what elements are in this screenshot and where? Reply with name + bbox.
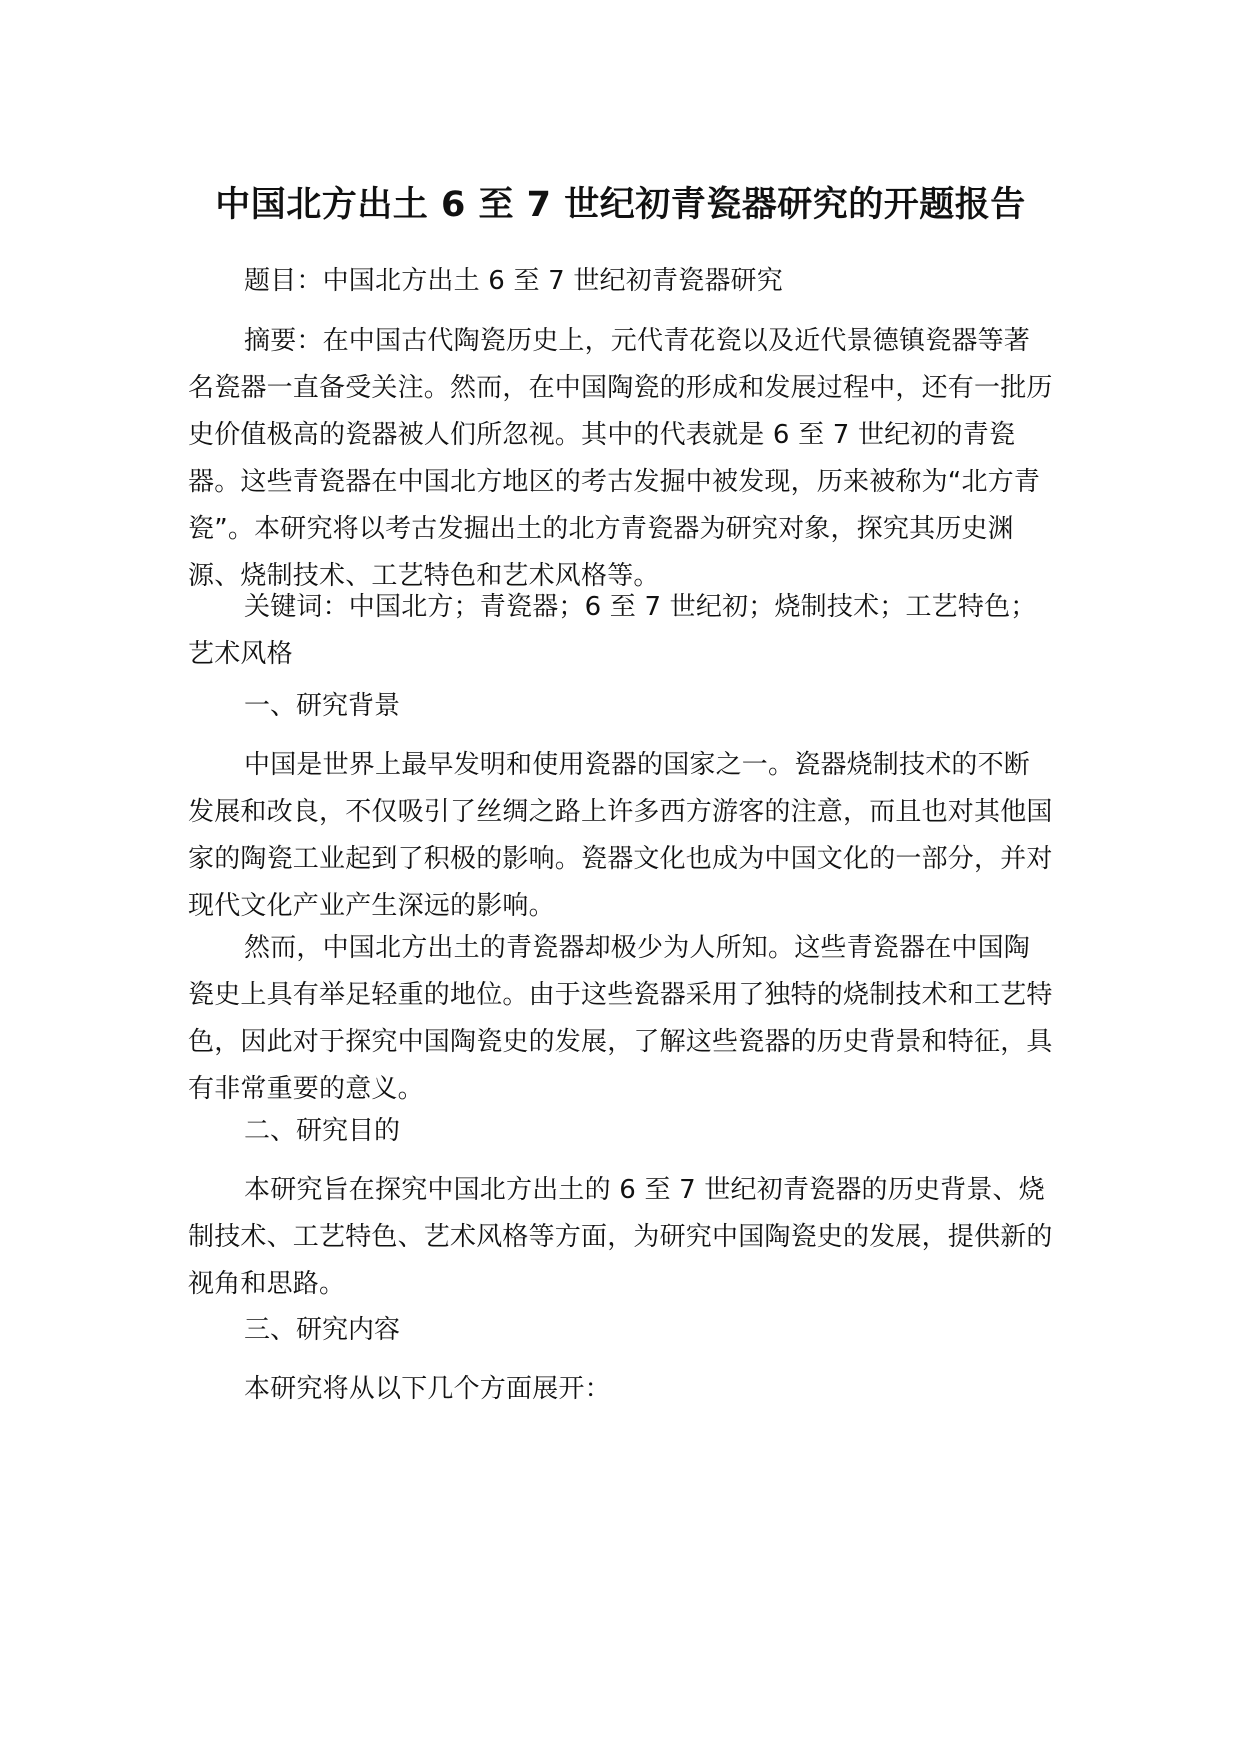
keywords-paragraph: 关键词：中国北方；青瓷器；6 至 7 世纪初；烧制技术；工艺特色；艺术风格	[188, 592, 1037, 669]
document-title: 中国北方出土 6 至 7 世纪初青瓷器研究的开题报告	[215, 185, 1026, 225]
abstract-paragraph: 摘要：在中国古代陶瓷历史上，元代青花瓷以及近代景德镇瓷器等著名瓷器一直备受关注。然而，在中国陶瓷的形成和发展过程中，还有一批历史价值极高的瓷器被人们所忽视。其中的代表就是 6 至 7 世纪初的青瓷器。这些青瓷器在中国北方地区的考古发掘中被发现，历来被称为“北方青瓷”。本研究将以考古发掘出土的北方青瓷器为研究对象，探究其历史渊源、烧制技术、工艺特色和艺术风格等。	[188, 326, 1053, 591]
section-heading-content: 三、研究内容	[244, 1315, 401, 1345]
section-heading-background: 一、研究背景	[244, 691, 401, 721]
purpose-paragraph: 本研究旨在探究中国北方出土的 6 至 7 世纪初青瓷器的历史背景、烧制技术、工艺特色、艺术风格等方面，为研究中国陶瓷史的发展，提供新的视角和思路。	[188, 1175, 1053, 1299]
background-paragraph-2: 然而，中国北方出土的青瓷器却极少为人所知。这些青瓷器在中国陶瓷史上具有举足轻重的地位。由于这些瓷器采用了独特的烧制技术和工艺特色，因此对于探究中国陶瓷史的发展，了解这些瓷器的历史背景和特征，具有非常重要的意义。	[188, 933, 1053, 1104]
section-heading-purpose: 二、研究目的	[244, 1116, 401, 1146]
topic-line: 题目：中国北方出土 6 至 7 世纪初青瓷器研究	[244, 266, 783, 296]
background-paragraph-1: 中国是世界上最早发明和使用瓷器的国家之一。瓷器烧制技术的不断发展和改良，不仅吸引了丝绸之路上许多西方游客的注意，而且也对其他国家的陶瓷工业起到了积极的影响。瓷器文化也成为中国文化的一部分，并对现代文化产业产生深远的影响。	[188, 750, 1053, 921]
content-paragraph: 本研究将从以下几个方面展开：	[244, 1374, 611, 1404]
